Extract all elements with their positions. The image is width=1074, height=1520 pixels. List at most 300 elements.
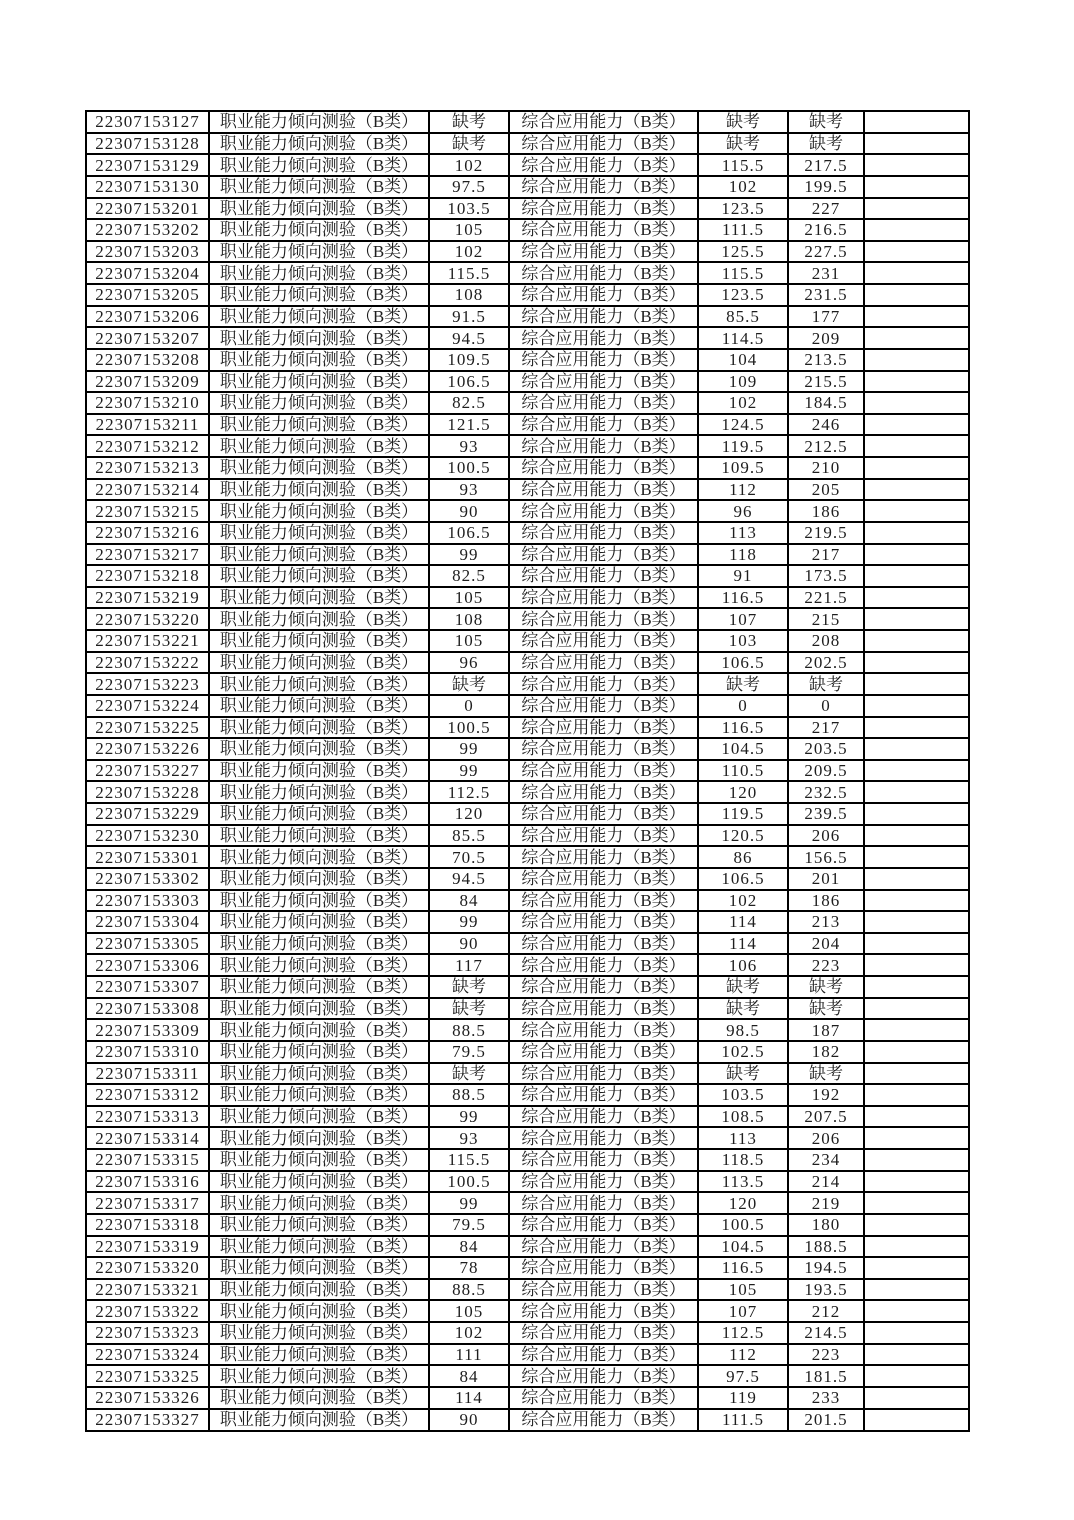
- score2-cell: 123.5: [698, 198, 788, 220]
- subject1-cell: 职业能力倾向测验（B类）: [209, 1214, 429, 1236]
- score2-cell: 111.5: [698, 1409, 788, 1432]
- table-row: [86, 241, 969, 263]
- score2-cell: 缺考: [698, 673, 788, 695]
- candidate-id-cell: 22307153311: [86, 1063, 209, 1085]
- candidate-id-cell: 22307153309: [86, 1019, 209, 1041]
- empty-cell: [864, 176, 969, 198]
- candidate-id-cell: 22307153227: [86, 760, 209, 782]
- empty-cell: [864, 565, 969, 587]
- empty-cell: [864, 1106, 969, 1128]
- subject1-cell: 职业能力倾向测验（B类）: [209, 1257, 429, 1279]
- score1-cell: 102: [429, 241, 509, 263]
- total-score-cell: 184.5: [788, 392, 864, 414]
- empty-cell: [864, 890, 969, 912]
- total-score-cell: 234: [788, 1149, 864, 1171]
- score1-cell: 109.5: [429, 349, 509, 371]
- subject1-cell: 职业能力倾向测验（B类）: [209, 371, 429, 393]
- score1-cell: 100.5: [429, 717, 509, 739]
- subject1-cell: 职业能力倾向测验（B类）: [209, 219, 429, 241]
- candidate-id-cell: 22307153326: [86, 1387, 209, 1409]
- score2-cell: 113.5: [698, 1171, 788, 1193]
- subject2-cell: 综合应用能力（B类）: [509, 673, 698, 695]
- empty-cell: [864, 435, 969, 457]
- candidate-id-cell: 22307153228: [86, 781, 209, 803]
- score1-cell: 缺考: [429, 673, 509, 695]
- subject1-cell: 职业能力倾向测验（B类）: [209, 1149, 429, 1171]
- subject2-cell: 综合应用能力（B类）: [509, 500, 698, 522]
- total-score-cell: 223: [788, 954, 864, 976]
- subject2-cell: 综合应用能力（B类）: [509, 349, 698, 371]
- score2-cell: 102.5: [698, 1041, 788, 1063]
- table-row: [86, 587, 969, 609]
- score2-cell: 120.5: [698, 825, 788, 847]
- score2-cell: 104: [698, 349, 788, 371]
- subject1-cell: 职业能力倾向测验（B类）: [209, 890, 429, 912]
- score2-cell: 105: [698, 1279, 788, 1301]
- score1-cell: 97.5: [429, 176, 509, 198]
- score2-cell: 108.5: [698, 1106, 788, 1128]
- subject2-cell: 综合应用能力（B类）: [509, 284, 698, 306]
- table-row: [86, 349, 969, 371]
- score1-cell: 115.5: [429, 1149, 509, 1171]
- candidate-id-cell: 22307153127: [86, 111, 209, 133]
- empty-cell: [864, 1344, 969, 1366]
- total-score-cell: 213: [788, 911, 864, 933]
- candidate-id-cell: 22307153319: [86, 1236, 209, 1258]
- score1-cell: 94.5: [429, 868, 509, 890]
- total-score-cell: 209: [788, 327, 864, 349]
- subject2-cell: 综合应用能力（B类）: [509, 176, 698, 198]
- table-row: [86, 544, 969, 566]
- subject1-cell: 职业能力倾向测验（B类）: [209, 1409, 429, 1432]
- candidate-id-cell: 22307153213: [86, 457, 209, 479]
- candidate-id-cell: 22307153307: [86, 976, 209, 998]
- empty-cell: [864, 868, 969, 890]
- score1-cell: 84: [429, 1365, 509, 1387]
- subject1-cell: 职业能力倾向测验（B类）: [209, 457, 429, 479]
- total-score-cell: 231.5: [788, 284, 864, 306]
- score2-cell: 118.5: [698, 1149, 788, 1171]
- empty-cell: [864, 587, 969, 609]
- candidate-id-cell: 22307153210: [86, 392, 209, 414]
- table-row: [86, 933, 969, 955]
- candidate-id-cell: 22307153215: [86, 500, 209, 522]
- candidate-id-cell: 22307153201: [86, 198, 209, 220]
- empty-cell: [864, 1322, 969, 1344]
- table-row: [86, 673, 969, 695]
- empty-cell: [864, 846, 969, 868]
- score1-cell: 96: [429, 652, 509, 674]
- total-score-cell: 缺考: [788, 111, 864, 133]
- score-table: [85, 110, 970, 1432]
- score2-cell: 113: [698, 1127, 788, 1149]
- table-row: [86, 846, 969, 868]
- table-row: [86, 608, 969, 630]
- total-score-cell: 缺考: [788, 1063, 864, 1085]
- score1-cell: 117: [429, 954, 509, 976]
- subject2-cell: 综合应用能力（B类）: [509, 1214, 698, 1236]
- total-score-cell: 246: [788, 414, 864, 436]
- score1-cell: 90: [429, 500, 509, 522]
- total-score-cell: 缺考: [788, 998, 864, 1020]
- score2-cell: 缺考: [698, 111, 788, 133]
- score2-cell: 112.5: [698, 1322, 788, 1344]
- subject2-cell: 综合应用能力（B类）: [509, 911, 698, 933]
- table-row: [86, 111, 969, 133]
- empty-cell: [864, 1149, 969, 1171]
- score2-cell: 114: [698, 933, 788, 955]
- score2-cell: 124.5: [698, 414, 788, 436]
- subject1-cell: 职业能力倾向测验（B类）: [209, 1365, 429, 1387]
- table-row: [86, 1041, 969, 1063]
- table-row: [86, 219, 969, 241]
- empty-cell: [864, 284, 969, 306]
- score1-cell: 99: [429, 911, 509, 933]
- total-score-cell: 227: [788, 198, 864, 220]
- score1-cell: 105: [429, 1300, 509, 1322]
- score2-cell: 缺考: [698, 133, 788, 155]
- subject1-cell: 职业能力倾向测验（B类）: [209, 846, 429, 868]
- subject2-cell: 综合应用能力（B类）: [509, 954, 698, 976]
- score1-cell: 106.5: [429, 522, 509, 544]
- total-score-cell: 239.5: [788, 803, 864, 825]
- total-score-cell: 177: [788, 306, 864, 328]
- table-row: [86, 1084, 969, 1106]
- subject2-cell: 综合应用能力（B类）: [509, 695, 698, 717]
- subject2-cell: 综合应用能力（B类）: [509, 1192, 698, 1214]
- table-row: [86, 500, 969, 522]
- empty-cell: [864, 1365, 969, 1387]
- score2-cell: 119.5: [698, 803, 788, 825]
- subject1-cell: 职业能力倾向测验（B类）: [209, 565, 429, 587]
- score1-cell: 88.5: [429, 1084, 509, 1106]
- score2-cell: 110.5: [698, 760, 788, 782]
- total-score-cell: 173.5: [788, 565, 864, 587]
- table-row: [86, 565, 969, 587]
- subject2-cell: 综合应用能力（B类）: [509, 608, 698, 630]
- empty-cell: [864, 1063, 969, 1085]
- subject2-cell: 综合应用能力（B类）: [509, 933, 698, 955]
- total-score-cell: 156.5: [788, 846, 864, 868]
- score2-cell: 120: [698, 1192, 788, 1214]
- table-row: [86, 652, 969, 674]
- total-score-cell: 217: [788, 544, 864, 566]
- total-score-cell: 214: [788, 1171, 864, 1193]
- score2-cell: 116.5: [698, 587, 788, 609]
- score1-cell: 99: [429, 1106, 509, 1128]
- candidate-id-cell: 22307153218: [86, 565, 209, 587]
- subject2-cell: 综合应用能力（B类）: [509, 306, 698, 328]
- subject2-cell: 综合应用能力（B类）: [509, 1257, 698, 1279]
- score2-cell: 109: [698, 371, 788, 393]
- total-score-cell: 212: [788, 1300, 864, 1322]
- table-row: [86, 479, 969, 501]
- subject1-cell: 职业能力倾向测验（B类）: [209, 673, 429, 695]
- score1-cell: 缺考: [429, 998, 509, 1020]
- subject1-cell: 职业能力倾向测验（B类）: [209, 911, 429, 933]
- total-score-cell: 217.5: [788, 154, 864, 176]
- table-row: [86, 414, 969, 436]
- candidate-id-cell: 22307153130: [86, 176, 209, 198]
- score1-cell: 100.5: [429, 1171, 509, 1193]
- empty-cell: [864, 976, 969, 998]
- empty-cell: [864, 781, 969, 803]
- subject2-cell: 综合应用能力（B类）: [509, 327, 698, 349]
- subject1-cell: 职业能力倾向测验（B类）: [209, 1171, 429, 1193]
- subject1-cell: 职业能力倾向测验（B类）: [209, 1192, 429, 1214]
- table-row: [86, 630, 969, 652]
- score1-cell: 88.5: [429, 1019, 509, 1041]
- subject2-cell: 综合应用能力（B类）: [509, 154, 698, 176]
- score1-cell: 108: [429, 284, 509, 306]
- score1-cell: 108: [429, 608, 509, 630]
- score2-cell: 116.5: [698, 717, 788, 739]
- total-score-cell: 207.5: [788, 1106, 864, 1128]
- subject2-cell: 综合应用能力（B类）: [509, 544, 698, 566]
- subject1-cell: 职业能力倾向测验（B类）: [209, 522, 429, 544]
- table-row: [86, 1387, 969, 1409]
- subject2-cell: 综合应用能力（B类）: [509, 1344, 698, 1366]
- subject2-cell: 综合应用能力（B类）: [509, 392, 698, 414]
- score1-cell: 78: [429, 1257, 509, 1279]
- candidate-id-cell: 22307153312: [86, 1084, 209, 1106]
- table-row: [86, 717, 969, 739]
- score2-cell: 91: [698, 565, 788, 587]
- subject1-cell: 职业能力倾向测验（B类）: [209, 652, 429, 674]
- subject2-cell: 综合应用能力（B类）: [509, 1171, 698, 1193]
- score1-cell: 93: [429, 1127, 509, 1149]
- empty-cell: [864, 1257, 969, 1279]
- subject1-cell: 职业能力倾向测验（B类）: [209, 1041, 429, 1063]
- score2-cell: 98.5: [698, 1019, 788, 1041]
- table-row: [86, 1279, 969, 1301]
- subject1-cell: 职业能力倾向测验（B类）: [209, 738, 429, 760]
- table-row: [86, 781, 969, 803]
- total-score-cell: 217: [788, 717, 864, 739]
- empty-cell: [864, 1171, 969, 1193]
- subject2-cell: 综合应用能力（B类）: [509, 1063, 698, 1085]
- table-row: [86, 1344, 969, 1366]
- table-row: [86, 435, 969, 457]
- subject1-cell: 职业能力倾向测验（B类）: [209, 825, 429, 847]
- subject1-cell: 职业能力倾向测验（B类）: [209, 479, 429, 501]
- candidate-id-cell: 22307153128: [86, 133, 209, 155]
- score2-cell: 106: [698, 954, 788, 976]
- subject1-cell: 职业能力倾向测验（B类）: [209, 587, 429, 609]
- table-row: [86, 911, 969, 933]
- table-row: [86, 1171, 969, 1193]
- total-score-cell: 192: [788, 1084, 864, 1106]
- subject1-cell: 职业能力倾向测验（B类）: [209, 154, 429, 176]
- subject1-cell: 职业能力倾向测验（B类）: [209, 868, 429, 890]
- table-row: [86, 1192, 969, 1214]
- subject2-cell: 综合应用能力（B类）: [509, 1236, 698, 1258]
- score1-cell: 82.5: [429, 565, 509, 587]
- total-score-cell: 206: [788, 825, 864, 847]
- candidate-id-cell: 22307153321: [86, 1279, 209, 1301]
- subject1-cell: 职业能力倾向测验（B类）: [209, 1300, 429, 1322]
- candidate-id-cell: 22307153310: [86, 1041, 209, 1063]
- subject1-cell: 职业能力倾向测验（B类）: [209, 414, 429, 436]
- empty-cell: [864, 1084, 969, 1106]
- total-score-cell: 202.5: [788, 652, 864, 674]
- score2-cell: 103: [698, 630, 788, 652]
- table-row: [86, 1214, 969, 1236]
- empty-cell: [864, 457, 969, 479]
- total-score-cell: 209.5: [788, 760, 864, 782]
- total-score-cell: 0: [788, 695, 864, 717]
- table-row: [86, 976, 969, 998]
- table-row: [86, 371, 969, 393]
- score2-cell: 102: [698, 176, 788, 198]
- empty-cell: [864, 154, 969, 176]
- table-row: [86, 1149, 969, 1171]
- subject2-cell: 综合应用能力（B类）: [509, 435, 698, 457]
- total-score-cell: 193.5: [788, 1279, 864, 1301]
- subject1-cell: 职业能力倾向测验（B类）: [209, 608, 429, 630]
- subject1-cell: 职业能力倾向测验（B类）: [209, 133, 429, 155]
- table-row: [86, 1257, 969, 1279]
- table-row: [86, 1019, 969, 1041]
- table-row: [86, 522, 969, 544]
- total-score-cell: 188.5: [788, 1236, 864, 1258]
- subject2-cell: 综合应用能力（B类）: [509, 846, 698, 868]
- empty-cell: [864, 717, 969, 739]
- empty-cell: [864, 760, 969, 782]
- candidate-id-cell: 22307153316: [86, 1171, 209, 1193]
- subject2-cell: 综合应用能力（B类）: [509, 717, 698, 739]
- subject2-cell: 综合应用能力（B类）: [509, 998, 698, 1020]
- score1-cell: 115.5: [429, 262, 509, 284]
- table-row: [86, 198, 969, 220]
- score1-cell: 106.5: [429, 371, 509, 393]
- total-score-cell: 186: [788, 890, 864, 912]
- score2-cell: 104.5: [698, 1236, 788, 1258]
- subject2-cell: 综合应用能力（B类）: [509, 457, 698, 479]
- empty-cell: [864, 673, 969, 695]
- empty-cell: [864, 414, 969, 436]
- empty-cell: [864, 1279, 969, 1301]
- total-score-cell: 181.5: [788, 1365, 864, 1387]
- candidate-id-cell: 22307153214: [86, 479, 209, 501]
- subject1-cell: 职业能力倾向测验（B类）: [209, 998, 429, 1020]
- subject2-cell: 综合应用能力（B类）: [509, 760, 698, 782]
- empty-cell: [864, 479, 969, 501]
- candidate-id-cell: 22307153208: [86, 349, 209, 371]
- candidate-id-cell: 22307153225: [86, 717, 209, 739]
- table-row: [86, 890, 969, 912]
- total-score-cell: 187: [788, 1019, 864, 1041]
- candidate-id-cell: 22307153216: [86, 522, 209, 544]
- score2-cell: 114.5: [698, 327, 788, 349]
- score2-cell: 107: [698, 608, 788, 630]
- score2-cell: 102: [698, 890, 788, 912]
- subject2-cell: 综合应用能力（B类）: [509, 198, 698, 220]
- score1-cell: 114: [429, 1387, 509, 1409]
- candidate-id-cell: 22307153203: [86, 241, 209, 263]
- score2-cell: 103.5: [698, 1084, 788, 1106]
- candidate-id-cell: 22307153206: [86, 306, 209, 328]
- subject1-cell: 职业能力倾向测验（B类）: [209, 262, 429, 284]
- total-score-cell: 182: [788, 1041, 864, 1063]
- score1-cell: 缺考: [429, 976, 509, 998]
- total-score-cell: 194.5: [788, 1257, 864, 1279]
- score1-cell: 102: [429, 154, 509, 176]
- empty-cell: [864, 695, 969, 717]
- subject2-cell: 综合应用能力（B类）: [509, 1365, 698, 1387]
- subject1-cell: 职业能力倾向测验（B类）: [209, 803, 429, 825]
- subject2-cell: 综合应用能力（B类）: [509, 781, 698, 803]
- subject1-cell: 职业能力倾向测验（B类）: [209, 976, 429, 998]
- empty-cell: [864, 198, 969, 220]
- score2-cell: 缺考: [698, 998, 788, 1020]
- subject1-cell: 职业能力倾向测验（B类）: [209, 1279, 429, 1301]
- table-row: [86, 1300, 969, 1322]
- subject1-cell: 职业能力倾向测验（B类）: [209, 284, 429, 306]
- total-score-cell: 210: [788, 457, 864, 479]
- score1-cell: 缺考: [429, 1063, 509, 1085]
- table-row: [86, 803, 969, 825]
- empty-cell: [864, 1300, 969, 1322]
- subject1-cell: 职业能力倾向测验（B类）: [209, 500, 429, 522]
- subject1-cell: 职业能力倾向测验（B类）: [209, 1236, 429, 1258]
- subject2-cell: 综合应用能力（B类）: [509, 587, 698, 609]
- subject1-cell: 职业能力倾向测验（B类）: [209, 630, 429, 652]
- score1-cell: 105: [429, 587, 509, 609]
- empty-cell: [864, 500, 969, 522]
- score2-cell: 115.5: [698, 154, 788, 176]
- candidate-id-cell: 22307153305: [86, 933, 209, 955]
- score1-cell: 99: [429, 738, 509, 760]
- subject2-cell: 综合应用能力（B类）: [509, 1409, 698, 1432]
- empty-cell: [864, 1041, 969, 1063]
- candidate-id-cell: 22307153220: [86, 608, 209, 630]
- score1-cell: 0: [429, 695, 509, 717]
- empty-cell: [864, 1214, 969, 1236]
- score2-cell: 118: [698, 544, 788, 566]
- score1-cell: 79.5: [429, 1214, 509, 1236]
- empty-cell: [864, 1019, 969, 1041]
- subject2-cell: 综合应用能力（B类）: [509, 630, 698, 652]
- empty-cell: [864, 933, 969, 955]
- empty-cell: [864, 262, 969, 284]
- score1-cell: 90: [429, 933, 509, 955]
- total-score-cell: 212.5: [788, 435, 864, 457]
- subject2-cell: 综合应用能力（B类）: [509, 976, 698, 998]
- candidate-id-cell: 22307153221: [86, 630, 209, 652]
- subject1-cell: 职业能力倾向测验（B类）: [209, 1063, 429, 1085]
- total-score-cell: 206: [788, 1127, 864, 1149]
- candidate-id-cell: 22307153211: [86, 414, 209, 436]
- score1-cell: 70.5: [429, 846, 509, 868]
- subject2-cell: 综合应用能力（B类）: [509, 565, 698, 587]
- subject1-cell: 职业能力倾向测验（B类）: [209, 1019, 429, 1041]
- score2-cell: 102: [698, 392, 788, 414]
- score1-cell: 112.5: [429, 781, 509, 803]
- table-row: [86, 1236, 969, 1258]
- total-score-cell: 232.5: [788, 781, 864, 803]
- table-row: [86, 306, 969, 328]
- score1-cell: 99: [429, 760, 509, 782]
- empty-cell: [864, 392, 969, 414]
- score2-cell: 86: [698, 846, 788, 868]
- subject2-cell: 综合应用能力（B类）: [509, 522, 698, 544]
- total-score-cell: 缺考: [788, 673, 864, 695]
- candidate-id-cell: 22307153325: [86, 1365, 209, 1387]
- subject2-cell: 综合应用能力（B类）: [509, 1106, 698, 1128]
- subject2-cell: 综合应用能力（B类）: [509, 241, 698, 263]
- score2-cell: 104.5: [698, 738, 788, 760]
